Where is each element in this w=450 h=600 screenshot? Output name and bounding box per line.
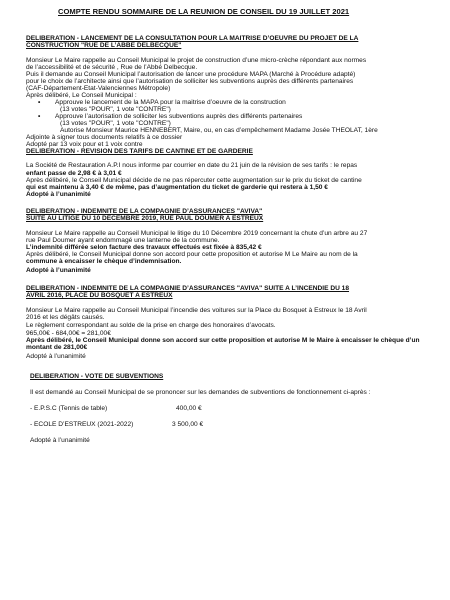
section5-adoption: Adopté à l’unanimité (30, 437, 90, 444)
section2-paragraph: La Société de Restauration A.P.I nous informe par courrier en date du 21 juin de la révision de ses tarifs : le repas (26, 162, 358, 169)
bullet-icon: • (38, 99, 41, 106)
section2-paragraph: qui est maintenu à 3,40 € de même, pas d’augmentation du ticket de garderie qui restera à 1,50 € (26, 184, 328, 191)
section1-paragraph: Monsieur Le Maire rappelle au Conseil Municipal le projet de construction d’une micro-crèche répondant aux normes (26, 57, 367, 64)
section3-paragraph: Après délibéré, le Conseil Municipal donne son accord pour cette proposition et autorise M Le Maire au nom de la (26, 251, 358, 258)
section4-paragraph: Le règlement correspondant au solde de la prise en charge des honoraires d’avocats. (26, 322, 276, 329)
section4-adoption: Adopté à l’unanimité (26, 353, 86, 360)
section3-paragraph: rue Paul Doumer ayant endommagé une lanterne de la commune. (26, 237, 220, 244)
section1-paragraph: pour le choix de l’architecte ainsi que l’autorisation de solliciter les subventions auprès des différents partenaires (26, 78, 354, 85)
section1-paragraph: (CAF-Département-Etat-Valenciennes Métropole) (26, 85, 171, 92)
section4-heading-line1: DELIBERATION - INDEMNITE DE LA COMPAGNIE D’ASSURANCES "AVIVA" SUITE A L’INCENDIE DU 18 (26, 285, 350, 292)
section1-heading-line2: CONSTRUCTION "RUE DE L’ABBE DELBECQUE" (26, 42, 182, 49)
section3-heading-line1: DELIBERATION - INDEMNITE DE LA COMPAGNIE D’ASSURANCES "AVIVA" (26, 208, 263, 215)
section3-paragraph: commune à encaisser le chèque d’indemnisation. (26, 258, 182, 265)
section3-paragraph: L’indemnité différée selon facture des travaux effectués est fixée à 835,42 € (26, 244, 262, 251)
section2-paragraph: enfant passe de 2,98 € à 3,01 € (26, 170, 122, 177)
section4-heading-line2: AVRIL 2016, PLACE DU BOSQUET A ESTREUX (26, 292, 173, 299)
section5-paragraph: Il est demandé au Conseil Municipal de se prononcer sur les demandes de subventions de fonctionnement ci-après : (30, 389, 371, 396)
section2-heading: DELIBERATION - REVISION DES TARIFS DE CANTINE ET DE GARDERIE (26, 148, 253, 155)
section4-calculation: 965,00€ - 684,00€ = 281,00€ (26, 330, 111, 337)
section4-paragraph: Monsieur Le Maire rappelle au Conseil Municipal l’incendie des voitures sur la Place du Bosquet à Estreux le 18 Avril (26, 307, 367, 314)
section4-paragraph: Après délibéré, le Conseil Municipal donne son accord sur cette proposition et autorise M le Maire à encaisser le chèque d’un (26, 337, 420, 344)
section4-paragraph: montant de 281,00€ (26, 344, 88, 351)
section4-paragraph: 2016 et les dégâts causés. (26, 314, 105, 321)
section1-bullet-votes: (13 votes "POUR", 1 vote "CONTRE") (60, 120, 171, 127)
subsidy-amount: 3 500,00 € (172, 421, 204, 428)
section1-paragraph: Après délibéré, Le Conseil Municipal : (26, 92, 137, 99)
bullet-icon: • (38, 113, 41, 120)
section1-bullet-votes: (13 votes "POUR", 1 vote "CONTRE") (60, 106, 171, 113)
section1-paragraph: de l’accessibilité et de sécurité , Rue de l’Abbé Delbecque. (26, 64, 198, 71)
section1-paragraph: Autorise Monsieur Maurice HENNEBERT, Maire, ou, en cas d’empêchement Madame Josée THEOLAT, 1ère (60, 127, 378, 134)
subsidy-name: - E.P.S.C (Tennis de table) (30, 405, 108, 412)
section3-heading-line2: SUITE AU LITIGE DU 10 DECEMBRE 2019, RUE PAUL DOUMER A ESTREUX (26, 215, 264, 222)
section1-heading-line1: DELIBERATION - LANCEMENT DE LA CONSULTATION POUR LA MAITRISE D’OEUVRE DU PROJET DE LA (26, 35, 359, 42)
subsidy-name: - ECOLE D’ESTREUX (2021-2022) (30, 421, 134, 428)
section1-paragraph: Adjointe à signer tous documents relatifs à ce dossier (26, 134, 183, 141)
section2-adoption: Adopté à l’unanimité (26, 191, 91, 198)
section1-adoption: Adopté par 13 voix pour et 1 voix contre (26, 141, 143, 148)
section1-paragraph: Puis il demande au Conseil Municipal l’autorisation de lancer une procédure MAPA (Marché à Procédure adapté) (26, 71, 356, 78)
subsidy-amount: 400,00 € (176, 405, 202, 412)
page-title: COMPTE RENDU SOMMAIRE DE LA REUNION DE CONSEIL DU 19 JUILLET 2021 (58, 7, 350, 16)
section1-bullet-text: Approuve le lancement de la MAPA pour la maitrise d’oeuvre de la construction (55, 99, 286, 106)
section3-paragraph: Monsieur Le Maire rappelle au Conseil Municipal le litige du 10 Décembre 2019 concernant la chute d’un arbre au 27 (26, 230, 368, 237)
section1-bullet-text: Approuve l’autorisation de solliciter les subventions auprès des différents partenaires (55, 113, 303, 120)
section2-paragraph: Après délibéré, le Conseil Municipal décide de ne pas répercuter cette augmentation sur le prix du ticket de cantine (26, 177, 362, 184)
section5-heading: DELIBERATION - VOTE DE SUBVENTIONS (30, 373, 164, 380)
section3-adoption: Adopté à l’unanimité (26, 267, 91, 274)
